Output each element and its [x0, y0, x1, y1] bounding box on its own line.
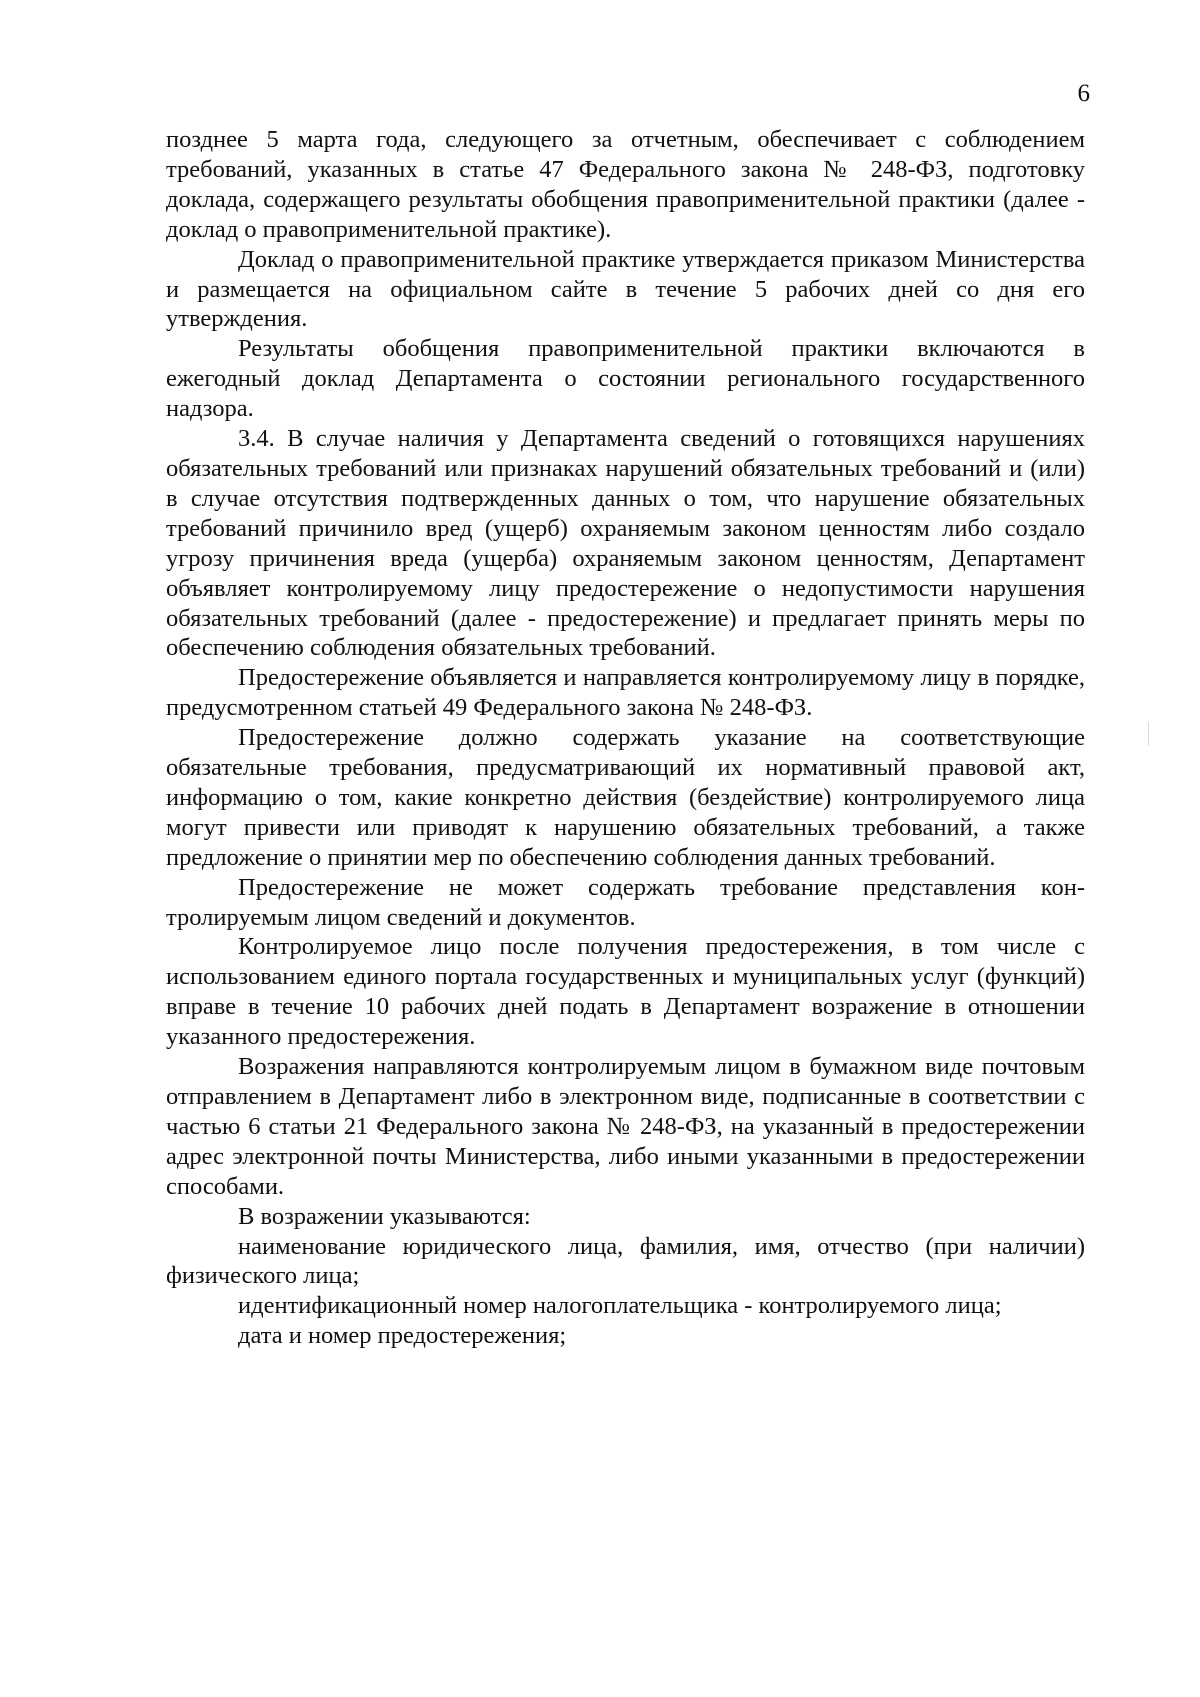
- paragraph-warning-content: Предостережение должно содержать указание на соответствующие обязательные требования, предусматривающий их нормативный правовой акт, информацию о том, какие конкретно действия (бездействие) контролируемого лица могут привести или приводят к нарушению обязательных требований, а также предложение о принятии мер по обеспечению соблюдения данных требований.: [166, 724, 1085, 871]
- list-item-taxpayer-id: идентификационный номер налогоплательщика - контролируемого лица;: [238, 1292, 1002, 1320]
- scan-edge-mark: [1148, 722, 1149, 746]
- paragraph-warning-procedure: Предостережение объявляется и направляется контролируемому лицу в порядке, предусмотренном статьей 49 Федерального закона № 248-ФЗ.: [166, 664, 1085, 722]
- paragraph-report-approval: Доклад о правоприменительной практике утверждается приказом Министерства и размещается на официальном сайте в течение 5 рабочих дней со дня его утверждения.: [166, 245, 1085, 333]
- list-item-entity-name: наименование юридического лица, фамилия, имя, отчество (при наличии) физического лица;: [166, 1232, 1085, 1290]
- paragraph-report-deadline: позднее 5 марта года, следующего за отчетным, обеспечивает с соблюдением требований, указанных в статье 47 Федерального закона № 248-ФЗ, подготовку доклада, содержащего результаты обобщения правоприменительной практики (далее - доклад о правоприменительной практике).: [166, 126, 1085, 243]
- paragraph-objection-contents-intro: В возражении указываются:: [238, 1202, 531, 1230]
- document-body: [166, 125, 1085, 1351]
- paragraph-section-3-4: 3.4. В случае наличия у Департамента сведений о готовящихся нарушениях обязательных требований или признаках нарушений обязательных требований и (или) в случае отсутствия подтвержденных данных о том, что нарушение обязательных требований причинило вред (ущерб) охраняемым законом ценностям либо создало угрозу причинения вреда (ущерба) охраняемым законом ценностям, Департамент объявляет контролируемому лицу предостережение о недопустимости нарушения обязательных требований (далее - предостережение) и предлагает принять меры по обеспечению соблюдения обязательных требований.: [166, 425, 1085, 662]
- paragraph-objection-right: Контролируемое лицо после получения предостережения, в том числе с использованием единого портала государственных и муниципальных услуг (функций) вправе в течение 10 рабочих дней подать в Департамент возражение в отношении указанного предостережения.: [166, 933, 1085, 1051]
- paragraph-warning-restriction: Предостережение не может содержать требование представления контролируемым лицом сведений и документов.: [166, 873, 1085, 931]
- paragraph-objection-submission: Возражения направляются контролируемым лицом в бумажном виде почтовым отправлением в Департамент либо в электронном виде, подписанные в соответствии с частью 6 статьи 21 Федерального закона № 248-ФЗ, на указанный в предостережении адрес электронной почты Министерства, либо иными указанными в предостережении способами.: [166, 1053, 1085, 1200]
- paragraph-annual-report: Результаты обобщения правоприменительной практики включаются в ежегодный доклад Департамента о состоянии регионального государственного надзора.: [166, 335, 1085, 423]
- page-number: 6: [1077, 80, 1090, 107]
- list-item-warning-date-number: дата и номер предостережения;: [238, 1322, 567, 1350]
